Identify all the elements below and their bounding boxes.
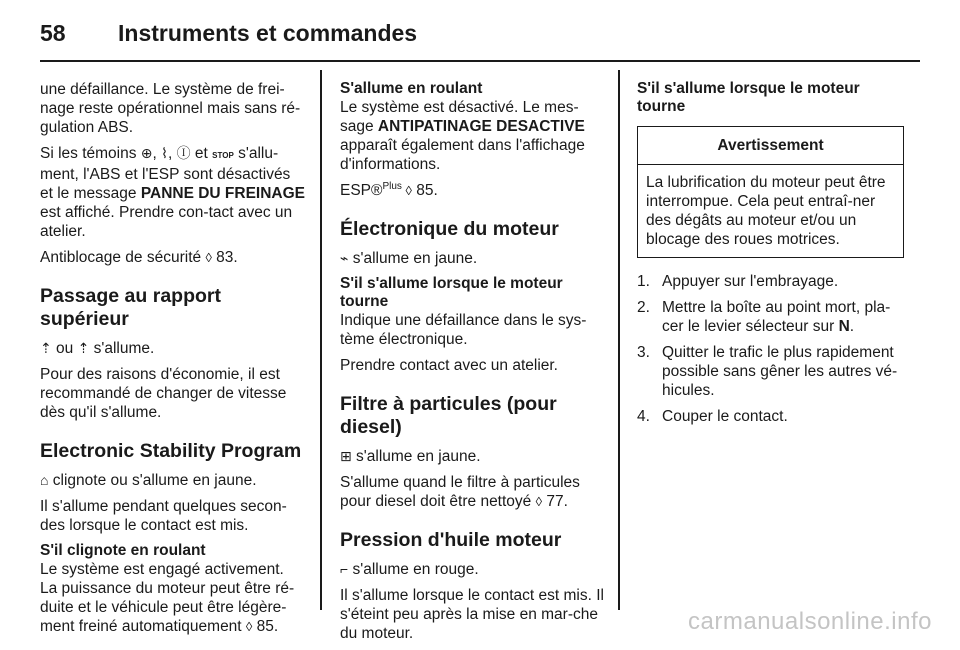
traction-off-message: ANTIPATINAGE DESACTIVE <box>377 118 585 135</box>
warning-title: Avertissement <box>638 127 903 165</box>
oil-pressure-heading: Pression d'huile moteur <box>340 529 562 551</box>
engine-running-subheading: S'il s'allume lorsque le moteur tourne <box>340 275 563 310</box>
warning-body: La lubrification du moteur peut être interrompue. Cela peut entraî-ner des dégâts au moteur et/ou un blocage des roues motrices. <box>646 174 886 248</box>
abs-warning-icon: ⊕ <box>140 145 153 161</box>
shift-up-icon: ⇡ <box>40 340 52 356</box>
shift-up-alt-icon: ⇡ <box>77 340 90 356</box>
engine-icon: ⌁ <box>340 250 349 266</box>
esp-blink-text: Le système est engagé activement. La puissance du moteur peut être ré-duite et le véhicule peut être légère-ment freiné automatiquement ◊ 85. <box>40 561 295 635</box>
column-divider-2 <box>618 70 620 610</box>
engine-electronics-heading: Électronique du moteur <box>340 218 559 240</box>
column-2 <box>340 80 605 650</box>
oil-running-subheading: S'il s'allume lorsque le moteur tourne <box>637 80 860 115</box>
steps-list <box>637 272 904 426</box>
page-title: Instruments et commandes <box>118 20 418 46</box>
esp-icon: ⌂ <box>40 472 49 488</box>
column-divider-1 <box>320 70 322 610</box>
oil-can-icon: ⌐ <box>340 561 349 577</box>
engine-contact-text: Prendre contact avec un atelier. <box>340 357 558 374</box>
abs-reference: Antiblocage de sécurité ◊ 83. <box>40 249 238 266</box>
page-header <box>40 14 920 54</box>
esp-on-text: Le système est désactivé. Le mes-sage ANTIPATINAGE DESACTIVE apparaît également dans l'affichage d'informations. <box>340 99 585 173</box>
brake-failure-message: PANNE DU FREINAGE <box>140 185 306 202</box>
esp-on-subheading: S'allume en roulant <box>340 80 483 97</box>
abs-failure-text: une défaillance. Le système de frei-nage reste opérationnel mais sans ré-gulation ABS. <box>40 81 301 136</box>
page-number: 58 <box>40 20 66 46</box>
list-item: 3. Quitter le trafic le plus rapidement possible sans gêner les autres vé-hicules. <box>637 344 898 399</box>
list-item: 1. Appuyer sur l'embrayage. <box>637 273 839 290</box>
list-item: 2. Mettre la boîte au point mort, pla-cer le levier sélecteur sur N. <box>637 299 891 335</box>
header-divider <box>40 60 920 62</box>
dpf-heading: Filtre à particules (pour diesel) <box>340 393 557 438</box>
stop-warning-icon: STOP <box>212 151 234 160</box>
engine-indicator-text: ⌁ s'allume en jaune. <box>340 250 478 267</box>
abs-esp-warning-text: Si les témoins ⊕, ⌇, Ⓘ et STOP s'allu-ment, l'ABS et l'ESP sont désactivés et le message PANNE DU FREINAGE est affiché. Prendre con-tact avec un atelier. <box>40 145 306 240</box>
esp-startup-text: Il s'allume pendant quelques secon-des lorsque le contact est mis. <box>40 498 287 534</box>
dpf-clean-text: S'allume quand le filtre à particules pour diesel doit être nettoyé ◊ 77. <box>340 474 580 510</box>
esp-indicator-text: ⌂ clignote ou s'allume en jaune. <box>40 472 257 489</box>
dpf-icon: ⊞ <box>340 448 352 464</box>
shift-advice-text: Pour des raisons d'économie, il est recommandé de changer de vitesse dès qu'il s'allume. <box>40 366 287 421</box>
oil-startup-text: Il s'allume lorsque le contact est mis. Il s'éteint peu après la mise en mar-che du moteur. <box>340 587 604 642</box>
column-3 <box>637 80 904 433</box>
esp-blink-subheading: S'il clignote en roulant <box>40 542 206 559</box>
column-1 <box>40 80 305 643</box>
esp-plus-reference: ESP®$^{Plus}$ ◊ 85. <box>340 180 438 199</box>
page-ref-arrow-icon: ◊ <box>401 183 412 198</box>
engine-fault-text: Indique une défaillance dans le sys-tème électronique. <box>340 312 587 348</box>
shift-indicator-heading: Passage au rapport supérieur <box>40 285 221 330</box>
watermark: carmanualsonline.info <box>688 608 932 635</box>
page-ref-arrow-icon: ◊ <box>205 250 212 265</box>
page-ref-arrow-icon: ◊ <box>535 494 543 509</box>
esp-warning-icon: ⌇ <box>161 145 168 161</box>
oil-indicator-text: ⌐ s'allume en rouge. <box>340 561 479 578</box>
shift-indicator-text: ⇡ ou ⇡ s'allume. <box>40 340 155 357</box>
esp-heading: Electronic Stability Program <box>40 440 302 462</box>
warning-box <box>637 126 904 258</box>
page-ref-arrow-icon: ◊ <box>245 619 253 634</box>
dpf-indicator-text: ⊞ s'allume en jaune. <box>340 448 481 465</box>
list-item: 4. Couper le contact. <box>637 408 788 425</box>
brake-warning-icon: Ⓘ <box>176 145 191 161</box>
